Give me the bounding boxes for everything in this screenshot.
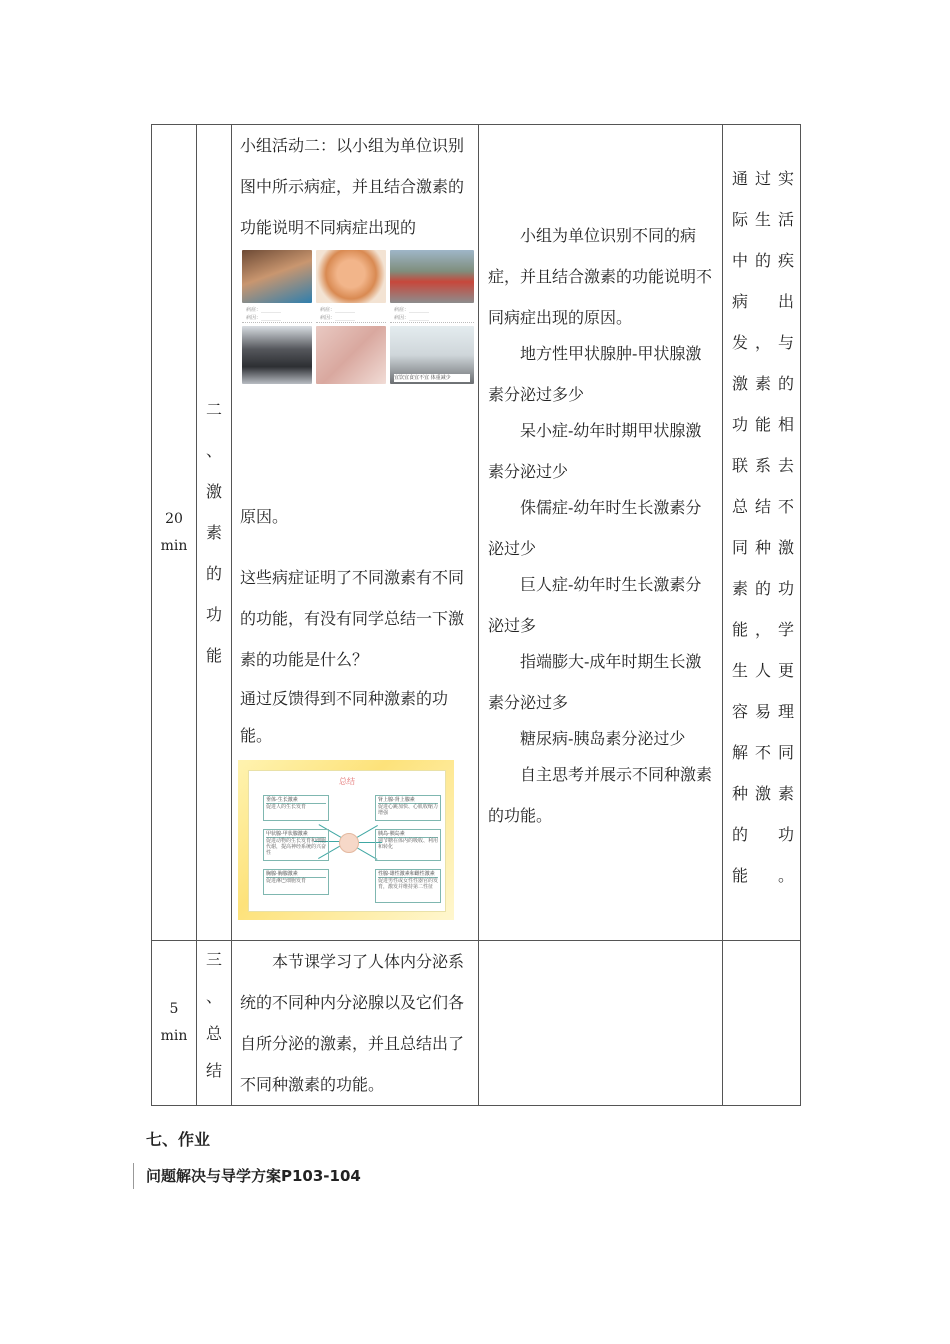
time-cell <box>152 125 197 941</box>
student-activity-cell <box>479 941 723 1106</box>
stage-char: 激 <box>205 482 222 501</box>
table-row <box>152 941 801 1106</box>
disease-image-grid <box>242 250 474 384</box>
summary-slide <box>238 760 454 920</box>
cretinism-photo <box>316 250 386 303</box>
human-figure-icon <box>339 833 359 853</box>
stage-cell <box>197 125 232 941</box>
stage-char: 三 <box>205 950 222 969</box>
goiter-photo <box>242 250 312 303</box>
summary-box: 肾上腺-肾上腺素 促进心跳加快、心肌收缩力增强 <box>375 795 441 821</box>
lesson-table <box>151 124 801 1106</box>
summary-box: 甲状腺-甲状腺激素 促进动物的生长发育和细胞代谢，提高神经系统的兴奋性 <box>263 829 329 861</box>
stage-char: 、 <box>205 441 222 460</box>
stage-char: 能 <box>205 646 222 665</box>
design-intent-cell <box>723 125 801 941</box>
summary-text: 本节课学习了人体内分泌系统的不同种内分泌腺以及它们各自所分泌的激素，并且总结出了不同种激素的功能。 <box>240 952 465 1094</box>
design-intent-cell <box>723 941 801 1106</box>
homework-item: 问题解决与导学方案P103-104 <box>146 1167 361 1185</box>
blank-label: 病症：________ 病因：________ <box>390 306 474 323</box>
homework-title: 七、作业 <box>146 1130 211 1149</box>
summary-box: 胸腺-胸腺激素 促进淋巴细胞发育 <box>263 869 329 895</box>
stage-char: 结 <box>205 1061 222 1080</box>
student-text: 自主思考并展示不同种激素的功能。 <box>488 765 713 825</box>
stage-char: 的 <box>205 564 222 583</box>
student-text: 呆小症-幼年时期甲状腺激素分泌过少 <box>488 421 702 481</box>
stage-char: 、 <box>205 987 222 1006</box>
student-text: 糖尿病-胰岛素分泌过少 <box>520 729 686 748</box>
stage-label <box>197 941 231 1089</box>
blank-label: 病症：________ 病因：________ <box>242 306 312 323</box>
runner-photo <box>390 250 474 303</box>
teacher-question: 这些病症证明了不同激素有不同的功能，有没有同学总结一下激素的功能是什么？ <box>240 568 465 669</box>
student-text: 小组为单位识别不同的病症，并且结合激素的功能说明不同病症出现的原因。 <box>488 226 713 327</box>
teacher-activity-cell <box>232 941 479 1106</box>
stage-char: 二 <box>205 400 222 419</box>
student-text: 巨人症-幼年时生长激素分泌过多 <box>488 575 702 635</box>
time-unit: min <box>160 537 188 554</box>
blank-label: 病症：________ 病因：________ <box>316 306 386 323</box>
stage-cell <box>197 941 232 1106</box>
activity-end: 原因。 <box>240 507 289 526</box>
summary-title: 总结 <box>339 777 355 786</box>
student-text: 指端膨大-成年时期生长激素分泌过多 <box>488 652 702 712</box>
summary-box: 垂体-生长激素 促进人的生长发育 <box>263 795 329 821</box>
diabetes-photo <box>390 326 474 384</box>
teacher-feedback: 通过反馈得到不同种激素的功能。 <box>240 689 449 745</box>
stage-char: 功 <box>205 605 222 624</box>
stage-char: 素 <box>205 523 222 542</box>
time-unit: min <box>160 1028 188 1044</box>
student-activity-cell <box>479 125 723 941</box>
student-text: 侏儒症-幼年时生长激素分泌过少 <box>488 498 702 558</box>
image-caption: 宜饮宜食宜不宜 体重减少 <box>394 374 470 382</box>
teacher-activity-cell <box>232 125 479 941</box>
student-text: 地方性甲状腺肿-甲状腺激素分泌过多少 <box>488 344 702 404</box>
design-intent-text: 通过实际生活中的疾病出发，与激素的功能相联系去总结不同种激素的功能，学生人更容易理解不同种激素的功能。 <box>732 169 794 885</box>
activity-intro: 小组活动二：以小组为单位识别图中所示病症，并且结合激素的功能说明不同病症出现的 <box>240 136 465 237</box>
time-value: 5 <box>169 1001 179 1017</box>
time-value: 20 <box>165 510 183 527</box>
text-cursor-bar <box>133 1163 134 1189</box>
hands-photo <box>316 326 386 384</box>
stage-label <box>197 389 231 676</box>
summary-box: 性腺-雄性激素和雌性激素 促进男性或女性性器官的发育，激发并维持第二性征 <box>375 869 441 903</box>
giant-photo <box>242 326 312 384</box>
table-row <box>152 125 801 941</box>
summary-box: 胰岛-胰岛素 调节糖在体内的吸收、利用和转化 <box>375 829 441 861</box>
time-cell <box>152 941 197 1106</box>
stage-char: 总 <box>205 1024 222 1043</box>
